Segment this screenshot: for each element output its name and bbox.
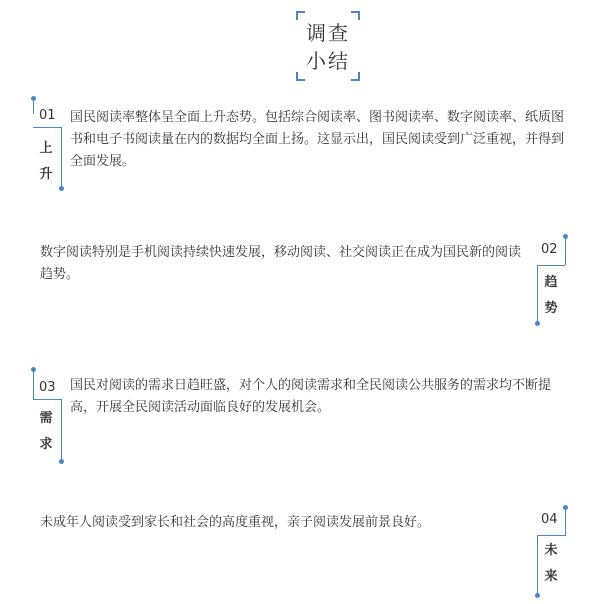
- section-tag: 需 求: [39, 411, 53, 452]
- marker-line: [537, 265, 538, 323]
- section-text: 未成年人阅读受到家长和社会的高度重视，亲子阅读发展前景良好。: [40, 515, 431, 530]
- section-text: 国民对阅读的需求日趋旺盛，对个人的阅读需求和全民阅读公共服务的需求均不断提高，开展全民阅读活动面临良好的发展机会。: [70, 378, 552, 415]
- marker-dot-bottom: [535, 321, 540, 326]
- page-title: [296, 11, 360, 81]
- section-tag: 趋 势: [544, 275, 558, 316]
- marker-line: [537, 535, 565, 536]
- marker-line: [33, 100, 34, 114]
- marker-line: [537, 265, 565, 266]
- section-text: 国民阅读率整体呈全面上升态势。包括综合阅读率、图书阅读率、数字阅读率、纸质图书和电子书阅读量在内的数据均全面上扬。这显示出，国民阅读受到广泛重视，并得到全面发展。: [70, 110, 565, 169]
- bracket-corner: [296, 11, 305, 20]
- marker-line: [33, 127, 61, 128]
- marker-line: [565, 238, 566, 265]
- marker-line: [61, 399, 62, 461]
- title-line-1: 调查: [306, 21, 350, 45]
- marker-dot-bottom: [59, 459, 64, 464]
- section-text: 数字阅读特别是手机阅读持续快速发展，移动阅读、社交阅读正在成为国民新的阅读趋势。: [40, 245, 522, 282]
- section-number: 01: [39, 108, 56, 123]
- title-line-2: 小结: [306, 49, 350, 73]
- section-number: 02: [541, 242, 558, 257]
- bracket-corner: [351, 72, 360, 81]
- bracket-corner: [296, 72, 305, 81]
- section-tag: 上 升: [39, 141, 53, 182]
- section-number: 03: [39, 380, 56, 395]
- section-number: 04: [541, 512, 558, 527]
- marker-line: [537, 535, 538, 595]
- marker-line: [33, 399, 61, 400]
- marker-dot-bottom: [535, 593, 540, 598]
- marker-line: [61, 127, 62, 188]
- section-tag: 未 来: [544, 543, 558, 584]
- bracket-corner: [351, 11, 360, 20]
- marker-dot-bottom: [59, 186, 64, 191]
- marker-line: [565, 509, 566, 536]
- marker-line: [33, 371, 34, 400]
